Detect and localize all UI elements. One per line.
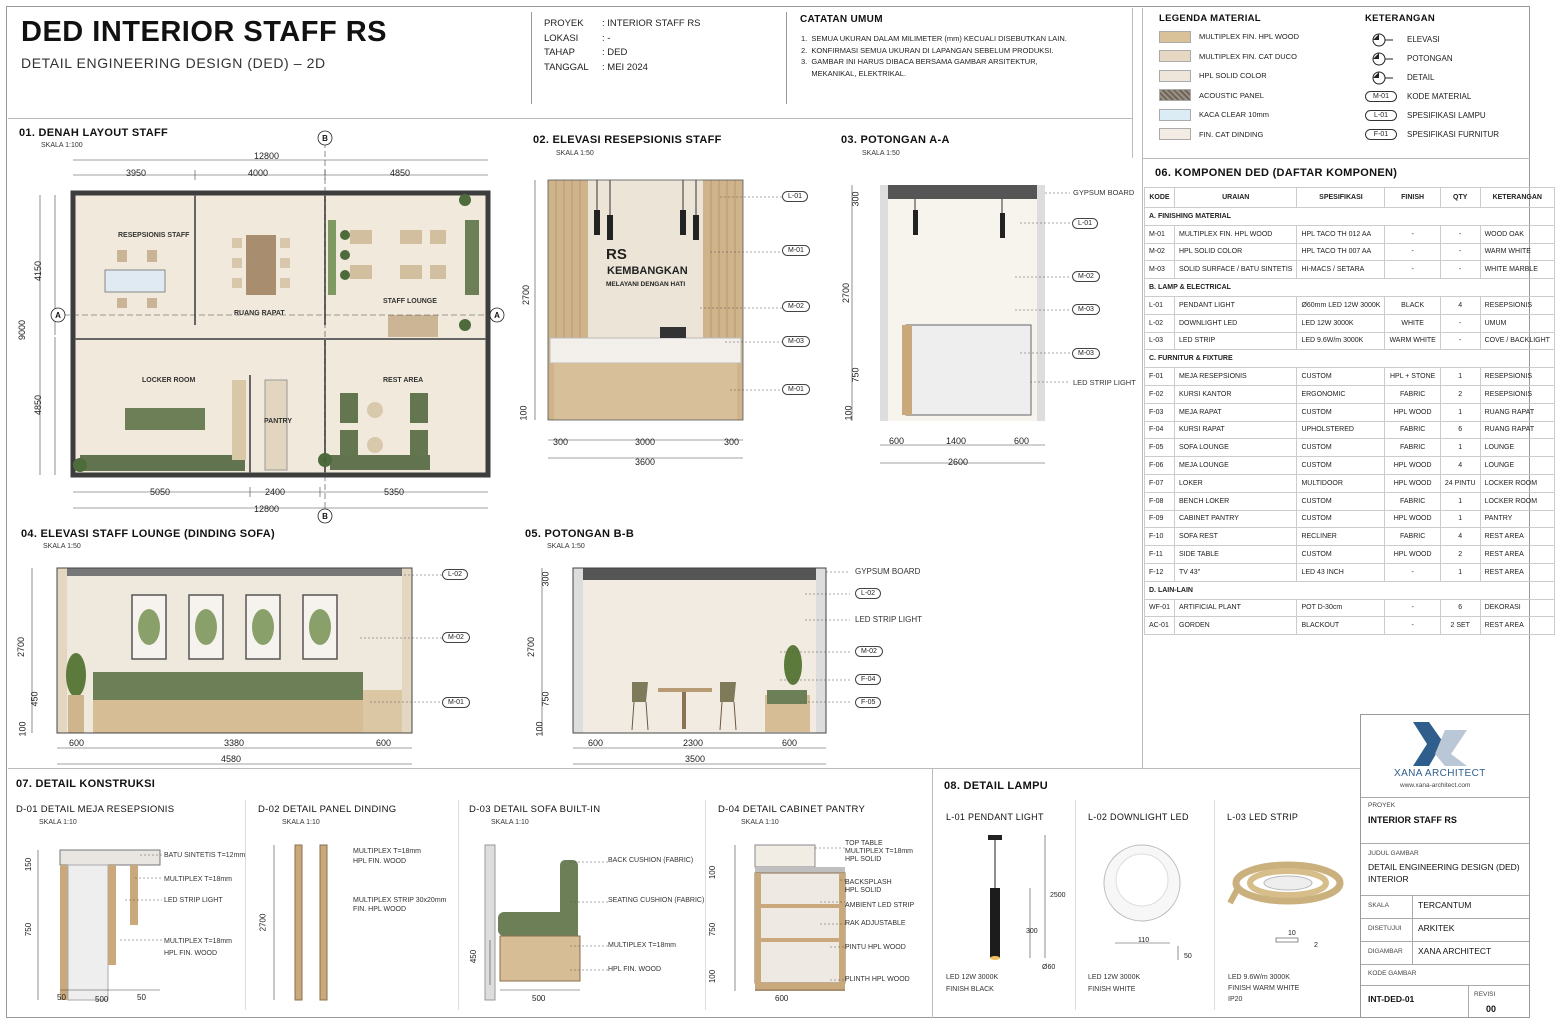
plan-dim-left-total: 9000 [17, 319, 28, 341]
pendant-light-drawing [960, 830, 1060, 975]
potongan-aa-scale: SKALA 1:50 [862, 150, 900, 157]
keterangan-item: L-01 SPESIFIKASI LAMPU [1365, 106, 1499, 125]
legend-swatch [1159, 31, 1191, 43]
plan-marker-b-top: B [322, 134, 328, 143]
plan-dim-left-1: 4150 [33, 260, 44, 282]
table-row: F-09 CABINET PANTRY CUSTOM HPL WOOD 1 PANTRY [1145, 510, 1555, 528]
dim: 600 [588, 738, 604, 748]
legend-title: LEGENDA MATERIAL [1159, 13, 1261, 24]
dim: 150 [24, 857, 34, 872]
note-item: MEKANIKAL, ELEKTRIKAL. [801, 68, 907, 78]
dim: 750 [24, 922, 34, 937]
elevation-reception [520, 170, 820, 470]
dim: 450 [29, 691, 40, 707]
table-row: F-07 LOKER MULTIDOOR HPL WOOD 24 PINTU LOCKER ROOM [1145, 474, 1555, 492]
keterangan-item: F-01 SPESIFIKASI FURNITUR [1365, 125, 1499, 144]
dim: 2600 [948, 457, 969, 467]
label-led-strip: LED STRIP LIGHT [1073, 378, 1136, 387]
plan-marker-a-right: A [494, 311, 500, 320]
dim: 300 [540, 571, 551, 587]
konstruksi-title: 07. DETAIL KONSTRUKSI [16, 778, 156, 790]
tb-label: DIGAMBAR [1368, 948, 1403, 955]
dim: 300 [850, 191, 861, 207]
dim: 50 [1184, 953, 1192, 960]
tag-m02: M-02 [1072, 271, 1100, 282]
dim: 2500 [1050, 892, 1066, 899]
label-gypsum: GYPSUM BOARD [855, 567, 921, 576]
room-label: LOCKER ROOM [142, 377, 196, 384]
dim: 750 [540, 691, 551, 707]
page-subtitle: DETAIL ENGINEERING DESIGN (DED) – 2D [21, 55, 326, 71]
table-row: AC-01 GORDEN BLACKOUT - 2 SET REST AREA [1145, 617, 1555, 635]
detail-d1-drawing [20, 840, 240, 1010]
table-group-row: B. LAMP & ELECTRICAL [1145, 279, 1555, 297]
d1-title: D-01 DETAIL MEJA RESEPSIONIS [16, 804, 175, 815]
legend-swatch [1159, 70, 1191, 82]
material-legend [1159, 27, 1299, 144]
dim: 1400 [946, 436, 967, 446]
d1-label: LED STRIP LIGHT [164, 897, 223, 904]
l3-title: L-03 LED STRIP [1227, 812, 1299, 822]
dim: 100 [843, 405, 854, 421]
table-group-row: D. LAIN-LAIN [1145, 581, 1555, 599]
firm-name: XANA ARCHITECT [1394, 768, 1486, 779]
room-label: STAFF LOUNGE [383, 298, 437, 305]
table-row: L-01 PENDANT LIGHT Ø60mm LED 12W 3000K BLACK 4 RESEPSIONIS [1145, 296, 1555, 314]
table-row: M-03 SOLID SURFACE / BATU SINTETIS HI-MACS / SETARA - - WHITE MARBLE [1145, 261, 1555, 279]
lampu-title: 08. DETAIL LAMPU [944, 780, 1049, 792]
elev-resepsionis-scale: SKALA 1:50 [556, 150, 594, 157]
table-row: F-11 SIDE TABLE CUSTOM HPL WOOD 2 REST AREA [1145, 546, 1555, 564]
tb-label: JUDUL GAMBAR [1368, 850, 1419, 857]
table-row: L-03 LED STRIP LED 9.6W/m 3000K WARM WHITE - COVE / BACKLIGHT [1145, 332, 1555, 350]
table-row: F-06 MEJA LOUNGE CUSTOM HPL WOOD 4 LOUNGE [1145, 457, 1555, 475]
keterangan-item: ELEVASI [1365, 30, 1499, 49]
d1-label: BATU SINTETIS T=12mm [164, 852, 246, 859]
d3-title: D-03 DETAIL SOFA BUILT-IN [469, 804, 601, 815]
elevation-symbol-icon [1365, 32, 1397, 48]
note-item: 1. SEMUA UKURAN DALAM MILIMETER (mm) KECUALI DISEBUTKAN LAIN. [801, 34, 1067, 43]
dim: 2 [1314, 942, 1318, 949]
d4-label: RAK ADJUSTABLE [845, 920, 906, 927]
dim: 600 [1014, 436, 1030, 446]
label-led-strip: LED STRIP LIGHT [855, 615, 922, 624]
tb-revisi: 00 [1486, 1004, 1497, 1014]
plan-dim-bottom-2: 2400 [265, 487, 286, 497]
section-aa [840, 175, 1070, 475]
table-row: F-03 MEJA RAPAT CUSTOM HPL WOOD 1 RUANG RAPAT [1145, 403, 1555, 421]
page-title: DED INTERIOR STAFF RS [21, 16, 388, 48]
d2-label: HPL FIN. WOOD [353, 858, 407, 865]
plan-scale: SKALA 1:100 [41, 142, 83, 149]
label-gypsum: GYPSUM BOARD [1073, 188, 1135, 197]
floor-plan [10, 125, 510, 520]
tb-disetujui: ARKITEK [1418, 923, 1455, 933]
dim: 100 [17, 721, 28, 737]
dim: 2700 [16, 636, 27, 658]
l2-spec: LED 12W 3000K FINISH WHITE [1088, 974, 1141, 993]
plan-dim-total-top: 12800 [254, 151, 280, 161]
tag-m03: M-03 [782, 336, 810, 347]
d1-label: MULTIPLEX T=18mm [164, 876, 233, 883]
potongan-aa-title: 03. POTONGAN A-A [841, 134, 950, 146]
d2-label: FIN. HPL WOOD [353, 906, 407, 913]
dim: 10 [1288, 930, 1296, 937]
firm-url: www.xana-architect.com [1400, 782, 1471, 789]
components-table [1144, 187, 1555, 635]
detail-symbol-icon [1365, 70, 1397, 86]
table-row: F-02 KURSI KANTOR ERGONOMIC FABRIC 2 RESEPSIONIS [1145, 385, 1555, 403]
l1-title: L-01 PENDANT LIGHT [946, 812, 1044, 822]
dim: 3600 [635, 457, 656, 467]
tag-m03: M-03 [1072, 304, 1100, 315]
project-info [544, 18, 701, 76]
potongan-bb-scale: SKALA 1:50 [547, 543, 585, 550]
dim: 50 [137, 993, 146, 1002]
tb-label: SKALA [1368, 902, 1389, 909]
notes-title: CATATAN UMUM [800, 14, 883, 25]
dim: 2700 [521, 284, 532, 306]
table-row: F-12 TV 43" LED 43 INCH - 1 REST AREA [1145, 563, 1555, 581]
firm-logo-icon [1405, 720, 1475, 770]
components-title: 06. KOMPONEN DED (DAFTAR KOMPONEN) [1155, 167, 1398, 179]
legend-swatch [1159, 50, 1191, 62]
project-info-row: PROYEK : INTERIOR STAFF RS [544, 18, 701, 29]
dim: 2700 [841, 282, 852, 304]
table-row: F-08 BENCH LOKER CUSTOM FABRIC 1 LOCKER ROOM [1145, 492, 1555, 510]
plan-title: 01. DENAH LAYOUT STAFF [19, 127, 169, 139]
dim: 500 [532, 994, 546, 1003]
room-label: RUANG RAPAT [234, 310, 285, 317]
sign-tagline: MELAYANI DENGAN HATI [606, 281, 686, 288]
dim: 450 [469, 949, 479, 964]
legend-item: ACOUSTIC PANEL [1159, 86, 1299, 106]
downlight-drawing [1090, 838, 1200, 948]
d4-label-top: TOP TABLE MULTIPLEX T=18mm HPL SOLID [845, 840, 914, 863]
dim: 3380 [224, 738, 245, 748]
legend-item: KACA CLEAR 10mm [1159, 105, 1299, 125]
d1-scale: SKALA 1:10 [39, 819, 77, 826]
dim: 300 [1026, 928, 1038, 935]
dim: 600 [889, 436, 905, 446]
legend-item: HPL SOLID COLOR [1159, 66, 1299, 86]
dim: 500 [95, 995, 109, 1004]
plan-marker-a-left: A [55, 311, 61, 320]
keterangan-item: POTONGAN [1365, 49, 1499, 68]
table-row: L-02 DOWNLIGHT LED LED 12W 3000K WHITE - UMUM [1145, 314, 1555, 332]
legend-item: MULTIPLEX FIN. CAT DUCO [1159, 47, 1299, 67]
dim: 3000 [635, 437, 656, 447]
plan-dim-total-bottom: 12800 [254, 504, 280, 514]
d3-label: BACK CUSHION (FABRIC) [608, 857, 694, 864]
project-info-row: TANGGAL : MEI 2024 [544, 61, 648, 73]
d3-label: MULTIPLEX T=18mm [608, 942, 677, 949]
d4-title: D-04 DETAIL CABINET PANTRY [718, 804, 866, 815]
tag-m03: M-03 [1072, 348, 1100, 359]
d4-label: PLINTH HPL WOOD [845, 976, 910, 983]
plan-marker-b-bottom: B [322, 512, 328, 521]
dim: 2700 [526, 636, 537, 658]
dim: 2700 [258, 913, 268, 932]
tag-f04: F-04 [855, 674, 881, 685]
plan-dim-top-1: 3950 [126, 168, 147, 178]
d3-label: HPL FIN. WOOD [608, 966, 662, 973]
plan-dim-top-3: 4850 [390, 168, 411, 178]
dim: 300 [553, 437, 569, 447]
project-info-row: LOKASI : - [544, 32, 611, 44]
d4-scale: SKALA 1:10 [741, 819, 779, 826]
l3-spec: LED 9.6W/m 3000K FINISH WARM WHITE IP20 [1228, 974, 1300, 1003]
tb-label: DISETUJUI [1368, 925, 1402, 932]
dim: 750 [850, 367, 861, 383]
tb-digambar: XANA ARCHITECT [1418, 946, 1492, 956]
elev-resepsionis-title: 02. ELEVASI RESEPSIONIS STAFF [533, 134, 722, 146]
tag-l02: L-02 [855, 588, 881, 599]
dim: 750 [708, 922, 718, 937]
plan-dim-top-2: 4000 [248, 168, 269, 178]
tb-label: PROYEK [1368, 802, 1396, 809]
legend-swatch [1159, 128, 1191, 140]
room-label: RESEPSIONIS STAFF [118, 232, 190, 239]
tag-m02: M-02 [442, 632, 470, 643]
d3-scale: SKALA 1:10 [491, 819, 529, 826]
d1-label: HPL FIN. WOOD [164, 950, 218, 957]
note-item: 2. KONFIRMASI SEMUA UKURAN DI LAPANGAN SEBELUM PRODUKSI. [801, 45, 1054, 55]
elev-lounge-scale: SKALA 1:50 [43, 543, 81, 550]
tag-l01: L-01 [1072, 218, 1098, 229]
tb-proyek: INTERIOR STAFF RS [1368, 815, 1457, 825]
tag-m01: M-01 [782, 384, 810, 395]
detail-d2-drawing [260, 840, 360, 1010]
dim: 100 [534, 721, 545, 737]
dim: 600 [376, 738, 392, 748]
dim: 110 [1138, 937, 1150, 944]
plan-dim-left-2: 4850 [33, 394, 44, 416]
tag-m02: M-02 [855, 646, 883, 657]
project-info-row: TAHAP : DED [544, 47, 628, 58]
room-label: REST AREA [383, 377, 424, 384]
note-item: 3. GAMBAR INI HARUS DIBACA BERSAMA GAMBAR ARSITEKTUR, [801, 57, 1038, 66]
d4-label: AMBIENT LED STRIP [845, 902, 915, 909]
dim: 600 [782, 738, 798, 748]
table-row: WF-01 ARTIFICIAL PLANT POT D-30cm - 6 DEKORASI [1145, 599, 1555, 617]
l1-spec: LED 12W 3000K FINISH BLACK [946, 974, 999, 993]
detail-d3-drawing [470, 840, 610, 1010]
table-row: F-04 KURSI RAPAT UPHOLSTERED FABRIC 6 RUANG RAPAT [1145, 421, 1555, 439]
potongan-bb-title: 05. POTONGAN B-B [525, 528, 635, 540]
table-row: F-10 SOFA REST RECLINER FABRIC 4 REST AREA [1145, 528, 1555, 546]
notes-list [801, 33, 1067, 79]
dim: 100 [708, 969, 718, 984]
tag-m01: M-01 [782, 245, 810, 256]
table-row: F-05 SOFA LOUNGE CUSTOM FABRIC 1 LOUNGE [1145, 439, 1555, 457]
table-row: M-02 HPL SOLID COLOR HPL TACO TH 007 AA - - WARM WHITE [1145, 243, 1555, 261]
legend-swatch [1159, 109, 1191, 121]
tag-f05: F-05 [855, 697, 881, 708]
code-pill: L-01 [1365, 110, 1397, 121]
dim: 4580 [221, 754, 242, 764]
table-group-row: C. FURNITUR & FIXTURE [1145, 350, 1555, 368]
sign-logo: RS [606, 246, 627, 263]
tag-m02: M-02 [782, 301, 810, 312]
tb-label: REVISI [1474, 991, 1496, 998]
d2-label: MULTIPLEX T=18mm [353, 848, 422, 855]
dim: 2300 [683, 738, 704, 748]
tb-kode: INT-DED-01 [1368, 994, 1415, 1004]
elev-lounge-title: 04. ELEVASI STAFF LOUNGE (DINDING SOFA) [21, 528, 275, 540]
dim: 3500 [685, 754, 706, 764]
detail-d4-drawing [720, 840, 850, 1010]
tb-skala: TERCANTUM [1418, 900, 1472, 910]
keterangan-title: KETERANGAN [1365, 13, 1436, 24]
table-row: F-01 MEJA RESEPSIONIS CUSTOM HPL + STONE 1 RESEPSIONIS [1145, 368, 1555, 386]
legend-item: MULTIPLEX FIN. HPL WOOD [1159, 27, 1299, 47]
keterangan-item: DETAIL [1365, 68, 1499, 87]
d1-label: MULTIPLEX T=18mm [164, 938, 233, 945]
led-strip-drawing [1228, 848, 1353, 958]
d2-title: D-02 DETAIL PANEL DINDING [258, 804, 397, 815]
table-row: M-01 MULTIPLEX FIN. HPL WOOD HPL TACO TH 012 AA - - WOOD OAK [1145, 225, 1555, 243]
dim: 300 [724, 437, 740, 447]
table-group-row: A. FINISHING MATERIAL [1145, 208, 1555, 226]
plan-dim-bottom-3: 5350 [384, 487, 405, 497]
section-symbol-icon [1365, 51, 1397, 67]
table-header-row: KODE URAIAN SPESIFIKASI FINISH QTY KETERANGAN [1145, 188, 1555, 208]
sign-title: KEMBANGKAN [607, 265, 688, 277]
dim: 100 [518, 405, 529, 421]
room-label: PANTRY [264, 418, 292, 425]
tag-l02: L-02 [442, 569, 468, 580]
legend-swatch [1159, 89, 1191, 101]
tag-m01: M-01 [442, 697, 470, 708]
code-pill: F-01 [1365, 129, 1397, 140]
d4-label-backsplash: BACKSPLASH HPL SOLID [845, 879, 892, 894]
d4-label: PINTU HPL WOOD [845, 944, 906, 951]
tb-judul: DETAIL ENGINEERING DESIGN (DED) INTERIOR [1368, 862, 1520, 884]
dim: 100 [708, 865, 718, 880]
dim: 600 [69, 738, 85, 748]
keterangan-list [1365, 30, 1499, 144]
plan-dim-bottom-1: 5050 [150, 487, 171, 497]
legend-item: FIN. CAT DINDING [1159, 125, 1299, 145]
l2-title: L-02 DOWNLIGHT LED [1088, 812, 1189, 822]
dim: 600 [775, 994, 789, 1003]
d3-label: SEATING CUSHION (FABRIC) [608, 897, 705, 904]
tag-l01: L-01 [782, 191, 808, 202]
dim: 50 [57, 993, 66, 1002]
d2-label: MULTIPLEX STRIP 30x20mm [353, 897, 447, 904]
d2-scale: SKALA 1:10 [282, 819, 320, 826]
dim: Ø60 [1042, 964, 1056, 971]
code-pill: M-01 [1365, 91, 1397, 102]
tb-label: KODE GAMBAR [1368, 970, 1417, 977]
keterangan-item: M-01 KODE MATERIAL [1365, 87, 1499, 106]
